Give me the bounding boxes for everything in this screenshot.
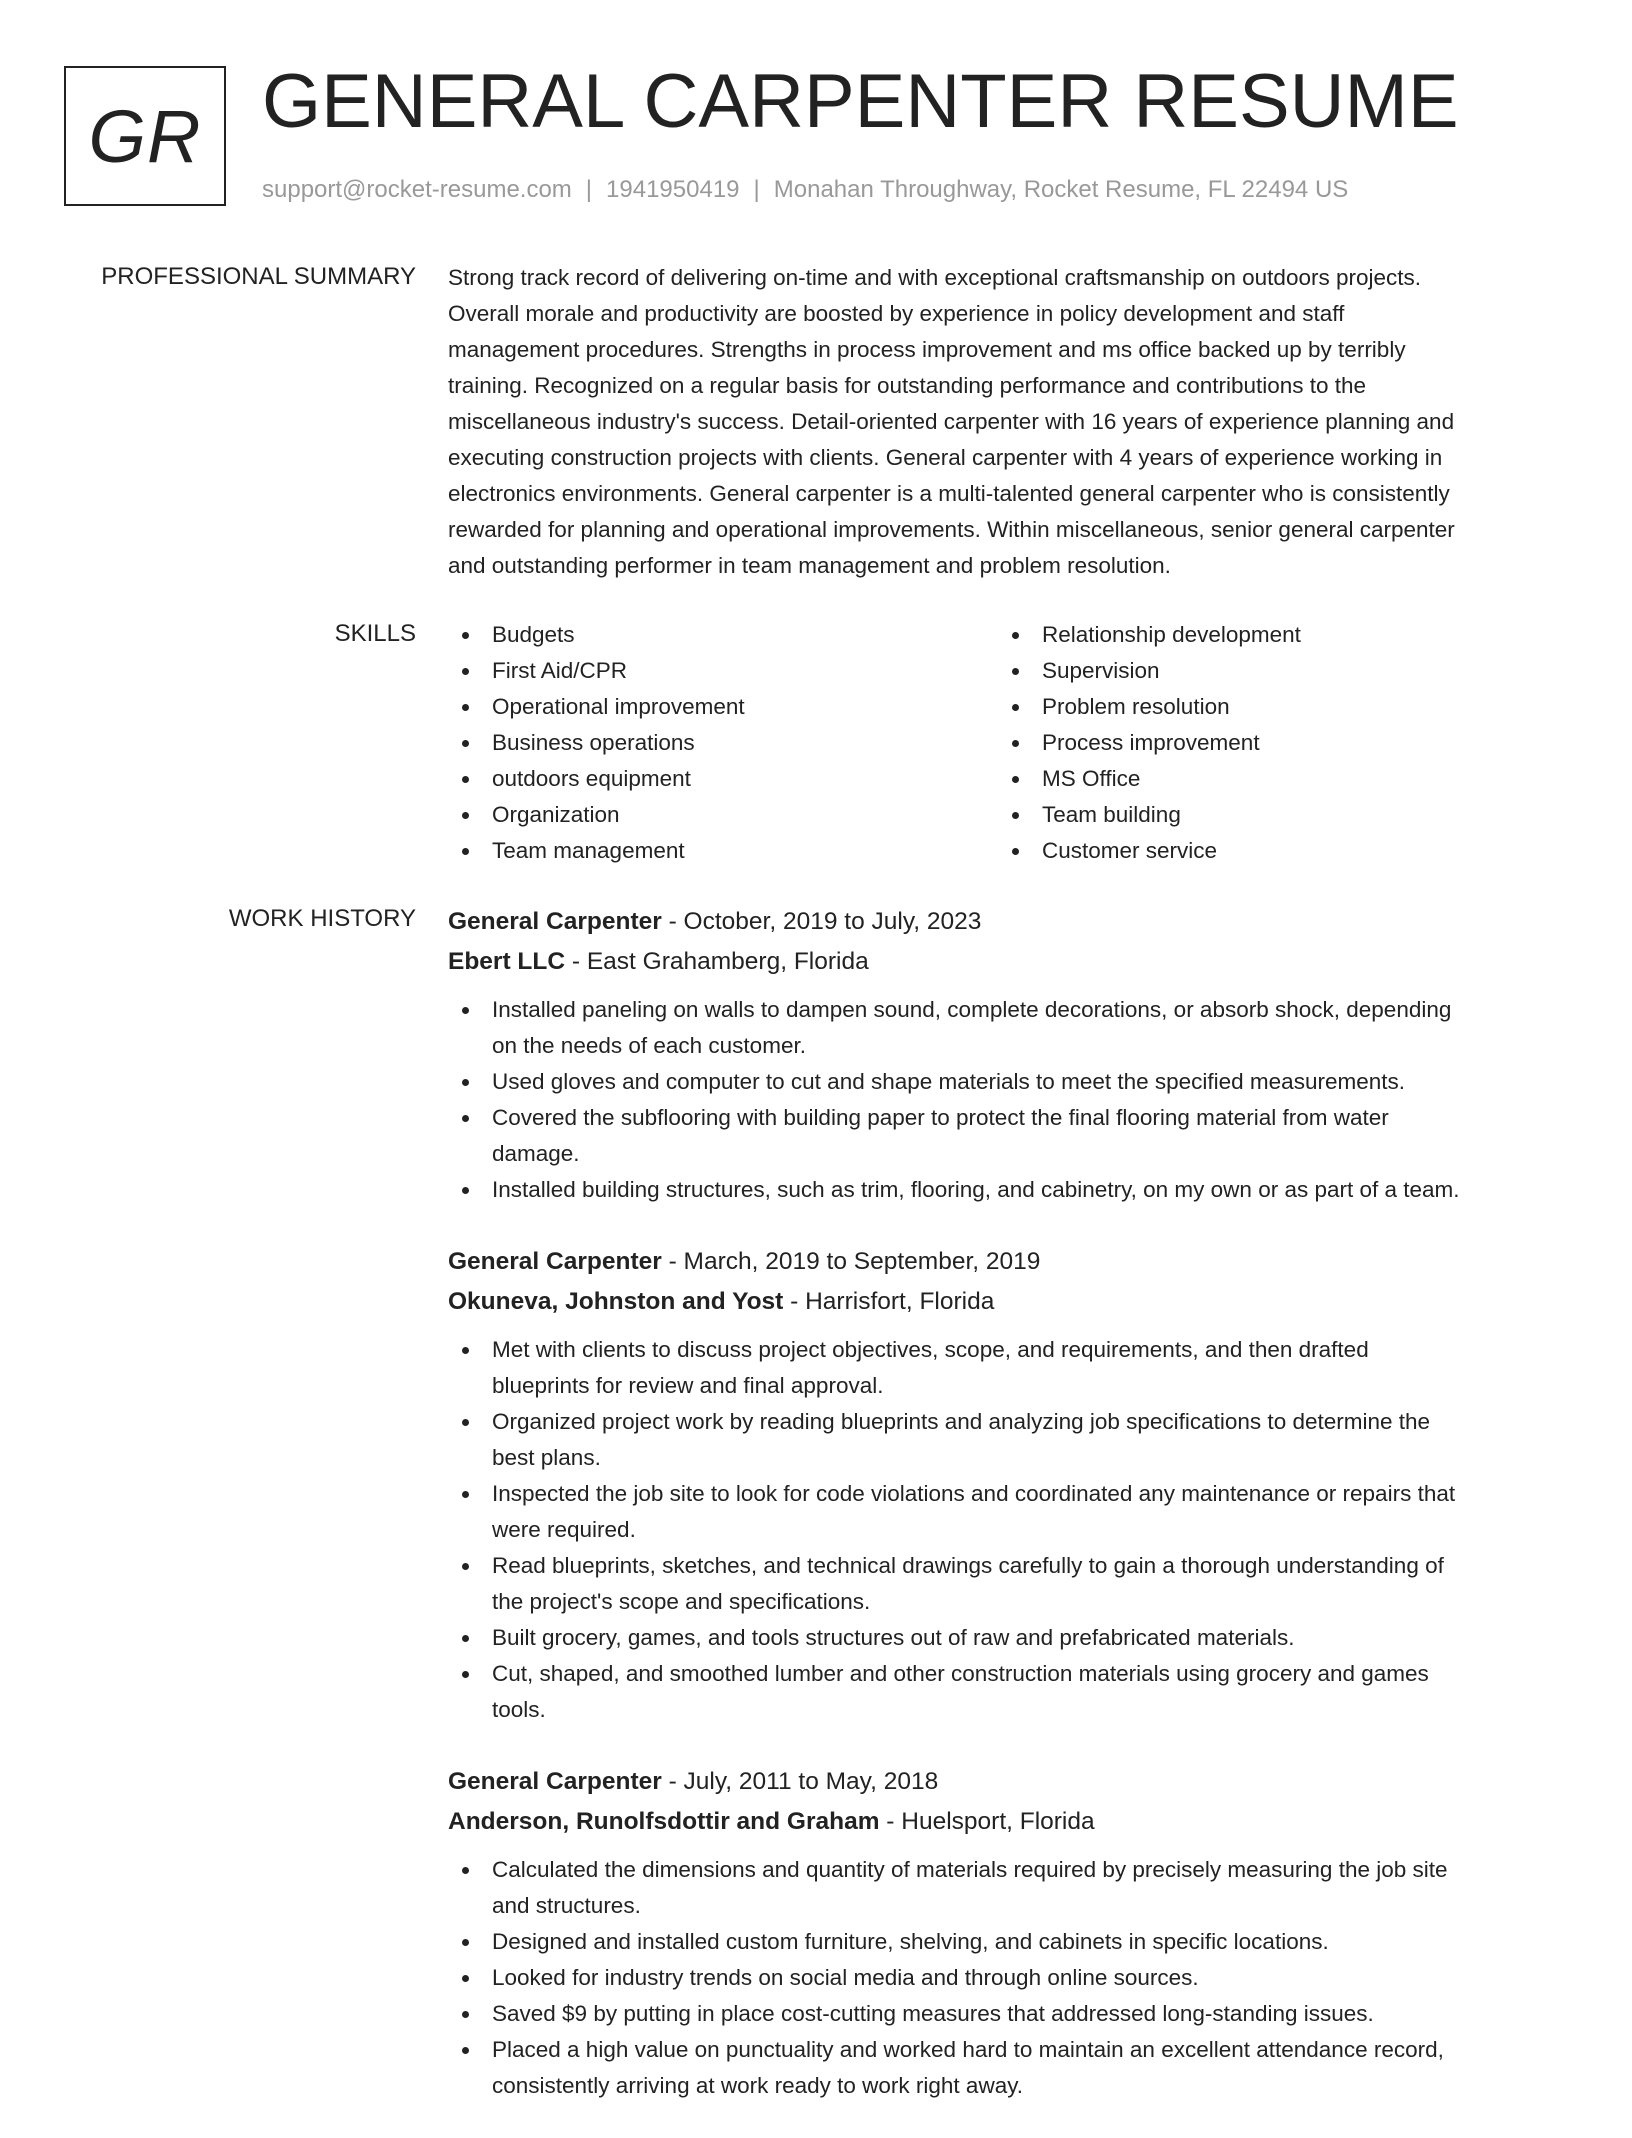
job-duty-line: Inspected the job site to look for code violations and coordinated any maintenance or repairs that xyxy=(492,1481,1456,1506)
summary-body xyxy=(448,260,1568,584)
job-duty-line: tools. xyxy=(492,1697,546,1722)
job-company-line xyxy=(448,1802,1568,1842)
job-duty-line: damage. xyxy=(492,1141,580,1166)
summary-line: management procedures. Strengths in process improvement and ms office backed up by terribly xyxy=(448,337,1406,362)
summary-line: Overall morale and productivity are boosted by experience in policy development and staff xyxy=(448,301,1345,326)
job-company: Okuneva, Johnston and Yost xyxy=(448,1288,784,1315)
job-entry xyxy=(448,1242,1568,1728)
skill-item: Team building xyxy=(998,797,1548,833)
skills-heading: SKILLS xyxy=(334,620,416,647)
summary-line: and outstanding performer in team management and problem resolution. xyxy=(448,553,1171,578)
skill-item: First Aid/CPR xyxy=(448,653,998,689)
job-duty-line: on the needs of each customer. xyxy=(492,1033,806,1058)
job-duty xyxy=(448,1172,1568,1208)
work-history-heading: WORK HISTORY xyxy=(228,905,416,932)
summary-heading: PROFESSIONAL SUMMARY xyxy=(101,263,416,290)
job-duty-line: blueprints for review and final approval. xyxy=(492,1373,884,1398)
summary-line: executing construction projects with clients. General carpenter with 4 years of experience working in xyxy=(448,445,1443,470)
contact-line xyxy=(262,176,1348,204)
job-duty xyxy=(448,1548,1568,1620)
job-location: - Harrisfort, Florida xyxy=(783,1288,995,1315)
summary-line: training. Recognized on a regular basis for outstanding performance and contributions to the xyxy=(448,373,1367,398)
job-duty-line: Used gloves and computer to cut and shape materials to meet the specified measurements. xyxy=(492,1069,1405,1094)
job-duties xyxy=(448,992,1568,1208)
job-duty xyxy=(448,1620,1568,1656)
skill-item: Operational improvement xyxy=(448,689,998,725)
job-duty-line: Saved $9 by putting in place cost-cutting measures that addressed long-standing issues. xyxy=(492,2001,1374,2026)
job-entry xyxy=(448,1762,1568,2104)
job-title: General Carpenter xyxy=(448,1248,662,1275)
job-duty xyxy=(448,1332,1568,1404)
job-duty xyxy=(448,1924,1568,1960)
summary-line: rewarded for planning and operational improvements. Within miscellaneous, senior general carpenter xyxy=(448,517,1455,542)
skill-item: Relationship development xyxy=(998,617,1548,653)
job-duty-line: Organized project work by reading blueprints and analyzing job specifications to determine the xyxy=(492,1409,1431,1434)
job-company: Anderson, Runolfsdottir and Graham xyxy=(448,1808,880,1835)
job-duty-line: Met with clients to discuss project objectives, scope, and requirements, and then drafted xyxy=(492,1337,1369,1362)
job-company-line xyxy=(448,942,1568,982)
job-duty-line: Covered the subflooring with building paper to protect the final flooring material from water xyxy=(492,1105,1389,1130)
job-dates: - October, 2019 to July, 2023 xyxy=(661,908,982,935)
skills-column-left xyxy=(448,617,998,869)
job-duty xyxy=(448,1064,1568,1100)
contact-email[interactable]: support@rocket-resume.com xyxy=(262,176,572,203)
summary-text xyxy=(448,260,1568,584)
job-title-line xyxy=(448,902,1568,942)
job-duty xyxy=(448,1476,1568,1548)
job-duty-line: Installed building structures, such as trim, flooring, and cabinetry, on my own or as part of a team. xyxy=(492,1177,1460,1202)
job-duty-line: best plans. xyxy=(492,1445,601,1470)
job-dates: - March, 2019 to September, 2019 xyxy=(661,1248,1041,1275)
job-company: Ebert LLC xyxy=(448,948,566,975)
job-title: General Carpenter xyxy=(448,1768,662,1795)
job-duty xyxy=(448,992,1568,1064)
skills-list xyxy=(448,617,1568,869)
job-duties xyxy=(448,1332,1568,1728)
skill-item: Team management xyxy=(448,833,998,869)
job-duty-line: Installed paneling on walls to dampen sound, complete decorations, or absorb shock, depending xyxy=(492,997,1452,1022)
skill-item: Organization xyxy=(448,797,998,833)
skill-item: MS Office xyxy=(998,761,1548,797)
job-duty-line: Built grocery, games, and tools structures out of raw and prefabricated materials. xyxy=(492,1625,1295,1650)
job-duty xyxy=(448,1404,1568,1476)
skill-item: Problem resolution xyxy=(998,689,1548,725)
skill-item: Supervision xyxy=(998,653,1548,689)
job-title-line xyxy=(448,1762,1568,1802)
skills-column-right xyxy=(998,617,1548,869)
job-location: - East Grahamberg, Florida xyxy=(565,948,869,975)
job-duty-line: Calculated the dimensions and quantity of materials required by precisely measuring the job site xyxy=(492,1857,1448,1882)
skill-item: Process improvement xyxy=(998,725,1548,761)
job-duties xyxy=(448,1852,1568,2104)
contact-phone[interactable]: 1941950419 xyxy=(606,176,740,203)
summary-line: miscellaneous industry's success. Detail-oriented carpenter with 16 years of experience planning and xyxy=(448,409,1455,434)
job-dates: - July, 2011 to May, 2018 xyxy=(661,1768,939,1795)
monogram-logo: GR xyxy=(64,66,226,206)
job-duty xyxy=(448,1656,1568,1728)
skill-item: Customer service xyxy=(998,833,1548,869)
job-duty-line: Designed and installed custom furniture, shelving, and cabinets in specific locations. xyxy=(492,1929,1329,1954)
job-title: General Carpenter xyxy=(448,908,662,935)
skill-item: outdoors equipment xyxy=(448,761,998,797)
job-duty-line: and structures. xyxy=(492,1893,641,1918)
job-duty-line: the project's scope and specifications. xyxy=(492,1589,871,1614)
job-duty-line: consistently arriving at work ready to work right away. xyxy=(492,2073,1024,2098)
skill-item: Business operations xyxy=(448,725,998,761)
job-title-line xyxy=(448,1242,1568,1282)
job-duty xyxy=(448,1100,1568,1172)
job-duty-line: Placed a high value on punctuality and worked hard to maintain an excellent attendance record, xyxy=(492,2037,1444,2062)
summary-line: Strong track record of delivering on-time and with exceptional craftsmanship on outdoors projects. xyxy=(448,265,1421,290)
job-duty xyxy=(448,1960,1568,1996)
job-duty-line: Read blueprints, sketches, and technical drawings carefully to gain a thorough understanding of xyxy=(492,1553,1444,1578)
job-duty-line: Looked for industry trends on social media and through online sources. xyxy=(492,1965,1199,1990)
job-location: - Huelsport, Florida xyxy=(879,1808,1095,1835)
job-duty xyxy=(448,1996,1568,2032)
job-duty xyxy=(448,1852,1568,1924)
job-duty xyxy=(448,2032,1568,2104)
job-duty-line: were required. xyxy=(492,1517,636,1542)
resume-title: GENERAL CARPENTER RESUME xyxy=(262,59,1459,144)
work-history-body xyxy=(448,902,1568,2138)
skill-item: Budgets xyxy=(448,617,998,653)
contact-separator: | xyxy=(753,176,760,203)
contact-separator: | xyxy=(585,176,593,203)
job-duty-line: Cut, shaped, and smoothed lumber and other construction materials using grocery and games xyxy=(492,1661,1429,1686)
job-company-line xyxy=(448,1282,1568,1322)
contact-address: Monahan Throughway, Rocket Resume, FL 22494 US xyxy=(773,176,1349,203)
summary-line: electronics environments. General carpenter is a multi-talented general carpenter who is consistently xyxy=(448,481,1450,506)
job-entry xyxy=(448,902,1568,1208)
